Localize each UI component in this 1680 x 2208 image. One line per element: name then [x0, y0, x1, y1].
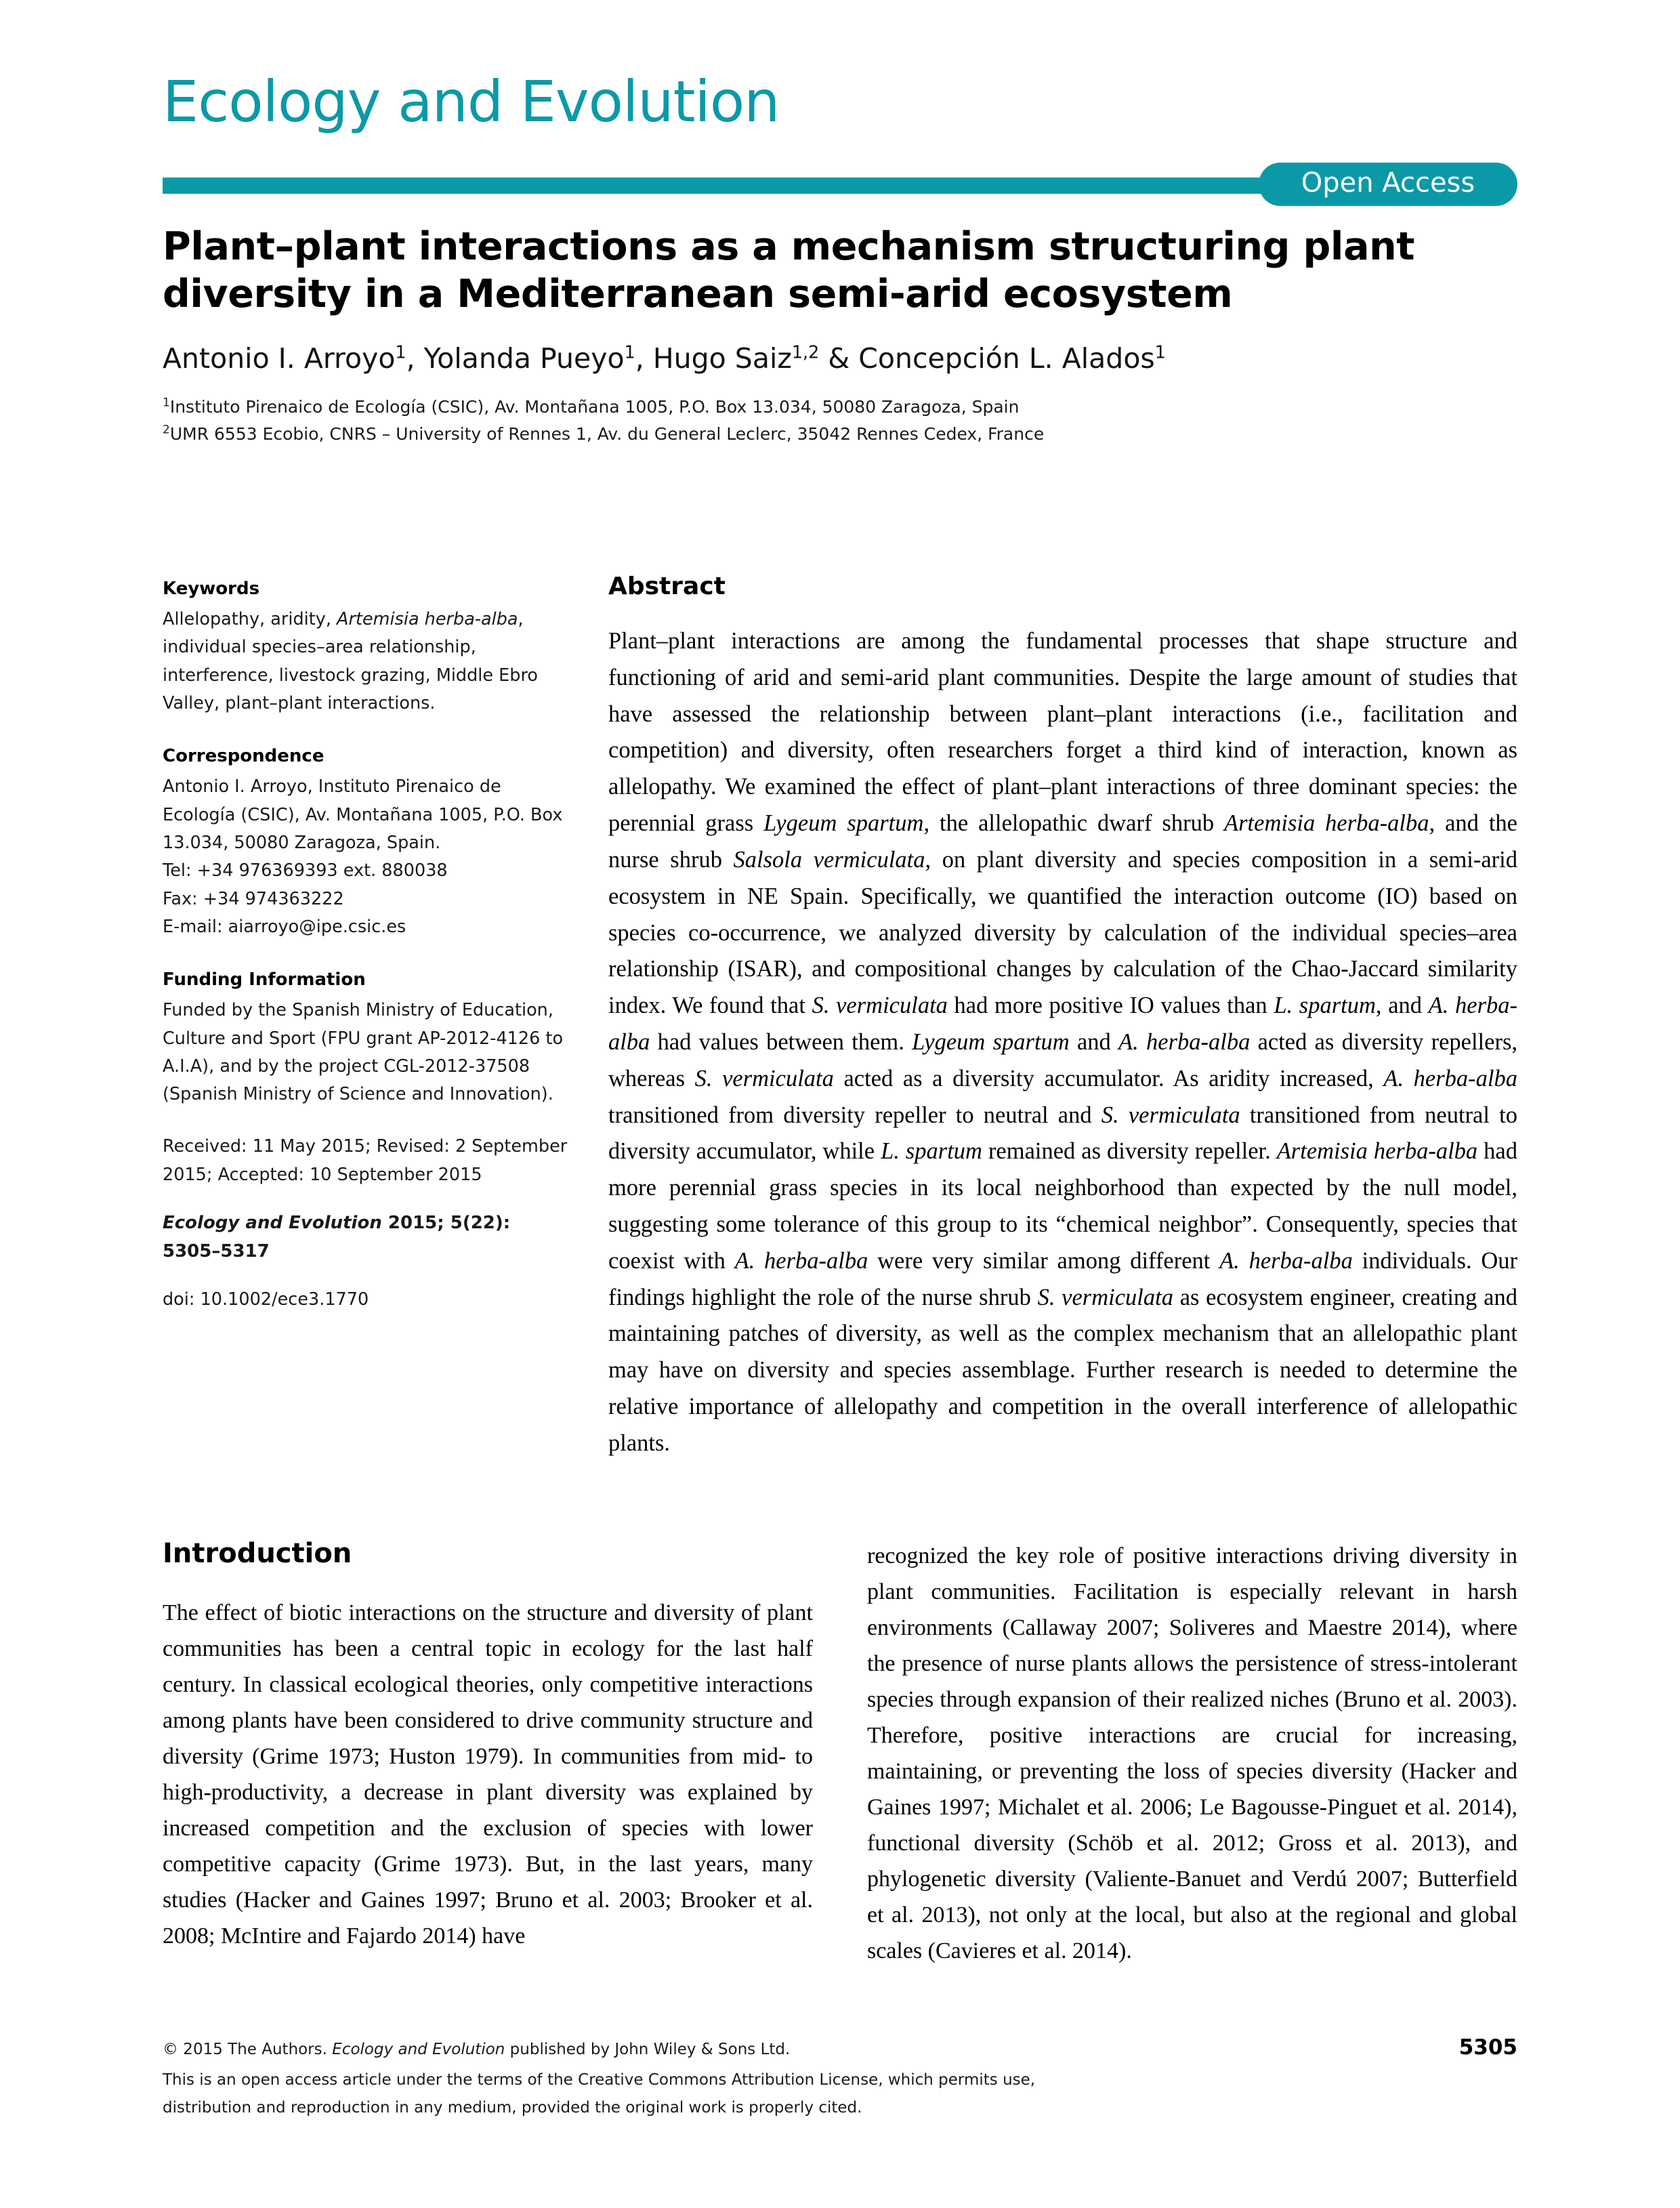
masthead-rule-row [163, 169, 1517, 202]
funding-block [163, 965, 569, 1108]
citation-line: Ecology and Evolution 2015; 5(22): 5305–5317 [163, 1213, 511, 1262]
publication-dates-block [163, 1133, 569, 1189]
keywords-heading: Keywords [163, 579, 260, 599]
journal-title: Ecology and Evolution [163, 68, 780, 135]
page-number: 5305 [1458, 2035, 1517, 2060]
doi-block [163, 1286, 569, 1314]
correspondence-email[interactable]: E-mail: aiarroyo@ipe.csic.es [163, 916, 406, 937]
page-footer [163, 2029, 1517, 2122]
correspondence-tel: Tel: +34 976369393 ext. 880038 [163, 860, 448, 881]
citation-block [163, 1209, 569, 1266]
license-line-1: This is an open access article under the terms of the Creative Commons Attribution License, which permits use, [163, 2071, 1036, 2089]
funding-heading: Funding Information [163, 970, 366, 991]
introduction-heading: Introduction [163, 1538, 352, 1569]
abstract-section [608, 572, 1517, 1462]
affiliation-item: $^1$Instituto Pirenaico de Ecología (CSIC), Av. Montañana 1005, P.O. Box 13.034, 50080 Zaragoza, Spain [163, 396, 1020, 417]
affiliation-list [163, 394, 1470, 446]
introduction-right-text: recognized the key role of positive interactions driving diversity in plant communities. Facilitation is especially relevant in harsh environments (Callaway 2007; Soliveres and Maestre 2014), where the presence of nurse plants allows the persistence of stress-intolerant species through expansion of their realized niches (Bruno et al. 2003). Therefore, positive interactions are crucial for increasing, maintaining, or preventing the loss of species diversity (Hacker and Gaines 1997; Michalet et al. 2006; Le Bagousse-Pinguet et al. 2014), functional diversity (Schöb et al. 2012; Gross et al. 2013), and phylogenetic diversity (Valiente-Banuet and Verdú 2007; Butterfield et al. 2013), not only at the local, but also at the regional and global scales (Cavieres et al. 2014). [867, 1543, 1517, 1964]
keywords-block [163, 575, 569, 717]
correspondence-fax: Fax: +34 974363222 [163, 888, 344, 909]
article-metadata-sidebar [163, 575, 569, 1339]
title-block [163, 224, 1470, 448]
correspondence-address: Antonio I. Arroyo, Instituto Pirenaico de Ecología (CSIC), Av. Montañana 1005, P.O. Box 13.034, 50080 Zaragoza, Spain. [163, 776, 563, 853]
introduction-left-text: The effect of biotic interactions on the structure and diversity of plant communities has been a central topic in ecology for the last half century. In classical ecological theories, only competitive interactions among plants have been considered to drive community structure and diversity (Grime 1973; Huston 1979). In communities from mid- to high-productivity, a decrease in plant diversity was explained by increased competition and the exclusion of species with lower competitive capacity (Grime 1973). But, in the last years, many studies (Hacker and Gaines 1997; Bruno et al. 2003; Brooker et al. 2008; McIntire and Fajardo 2014) have [163, 1600, 813, 1949]
footer-top-row [163, 2029, 1517, 2066]
affiliation-item: $^2$UMR 6553 Ecobio, CNRS – University of Rennes 1, Av. du General Leclerc, 35042 Rennes Cedex, France [163, 423, 1045, 444]
teal-divider-rule [163, 178, 1400, 194]
introduction-left-column [163, 1538, 813, 1969]
open-access-badge: Open Access [1259, 163, 1517, 206]
publication-dates: Received: 11 May 2015; Revised: 2 September 2015; Accepted: 10 September 2015 [163, 1136, 568, 1185]
license-line-2: distribution and reproduction in any medium, provided the original work is properly cited. [163, 2099, 862, 2117]
copyright-line: © 2015 The Authors. Ecology and Evolution published by John Wiley & Sons Ltd. [163, 2041, 791, 2058]
masthead [163, 68, 1517, 202]
doi-text[interactable]: doi: 10.1002/ece3.1770 [163, 1289, 369, 1310]
author-list: Antonio I. Arroyo$^1$, Yolanda Pueyo$^1$, Hugo Saiz$^{1,2}$ & Concepción L. Alados$^1$ [163, 341, 1166, 375]
correspondence-heading: Correspondence [163, 746, 324, 767]
page-title: Plant–plant interactions as a mechanism structuring plant diversity in a Mediterranean semi-arid ecosystem [163, 224, 1415, 316]
keywords-text: Allelopathy, aridity, Artemisia herba-alba, individual species–area relationship, interference, livestock grazing, Middle Ebro Valley, plant–plant interactions. [163, 609, 538, 713]
abstract-heading: Abstract [608, 572, 726, 600]
abstract-paragraph: Plant–plant interactions are among the fundamental processes that shape structure and functioning of arid and semi-arid plant communities. Despite the large amount of studies that have assessed the relationship between plant–plant interactions (i.e., facilitation and competition) and diversity, often researchers forget a third kind of interaction, known as allelopathy. We examined the effect of plant–plant interactions of three dominant species: the perennial grass Lygeum spartum, the allelopathic dwarf shrub Artemisia herba-alba, and the nurse shrub Salsola vermiculata, on plant diversity and species composition in a semi-arid ecosystem in NE Spain. Specifically, we quantified the interaction outcome (IO) based on species co-occurrence, we analyzed diversity by calculation of the individual species–area relationship (ISAR), and compositional changes by calculation of the Chao-Jaccard similarity index. We found that S. vermiculata had more positive IO values than L. spartum, and A. herba-alba had values between them. Lygeum spartum and A. herba-alba acted as diversity repellers, whereas S. vermiculata acted as a diversity accumulator. As aridity increased, A. herba-alba transitioned from diversity repeller to neutral and S. vermiculata transitioned from neutral to diversity accumulator, while L. spartum remained as diversity repeller. Artemisia herba-alba had more perennial grass species in its local neighborhood than expected by the null model, suggesting some tolerance of this group to its “chemical neighbor”. Consequently, species that coexist with A. herba-alba were very similar among different A. herba-alba individuals. Our findings highlight the role of the nurse shrub S. vermiculata as ecosystem engineer, creating and maintaining patches of diversity, as well as the complex mechanism that an allelopathic plant may have on diversity and species assemblage. Further research is needed to determine the relative importance of allelopathy and competition in the overall interference of allelopathic plants. [608, 628, 1518, 1456]
introduction-right-column [867, 1538, 1517, 1969]
funding-text: Funded by the Spanish Ministry of Education, Culture and Sport (FPU grant AP-2012-4126 to A.I.A), and by the project CGL-2012-37508 (Spanish Ministry of Science and Innovation). [163, 1000, 564, 1105]
introduction-section [163, 1538, 1517, 1969]
correspondence-block [163, 742, 569, 941]
